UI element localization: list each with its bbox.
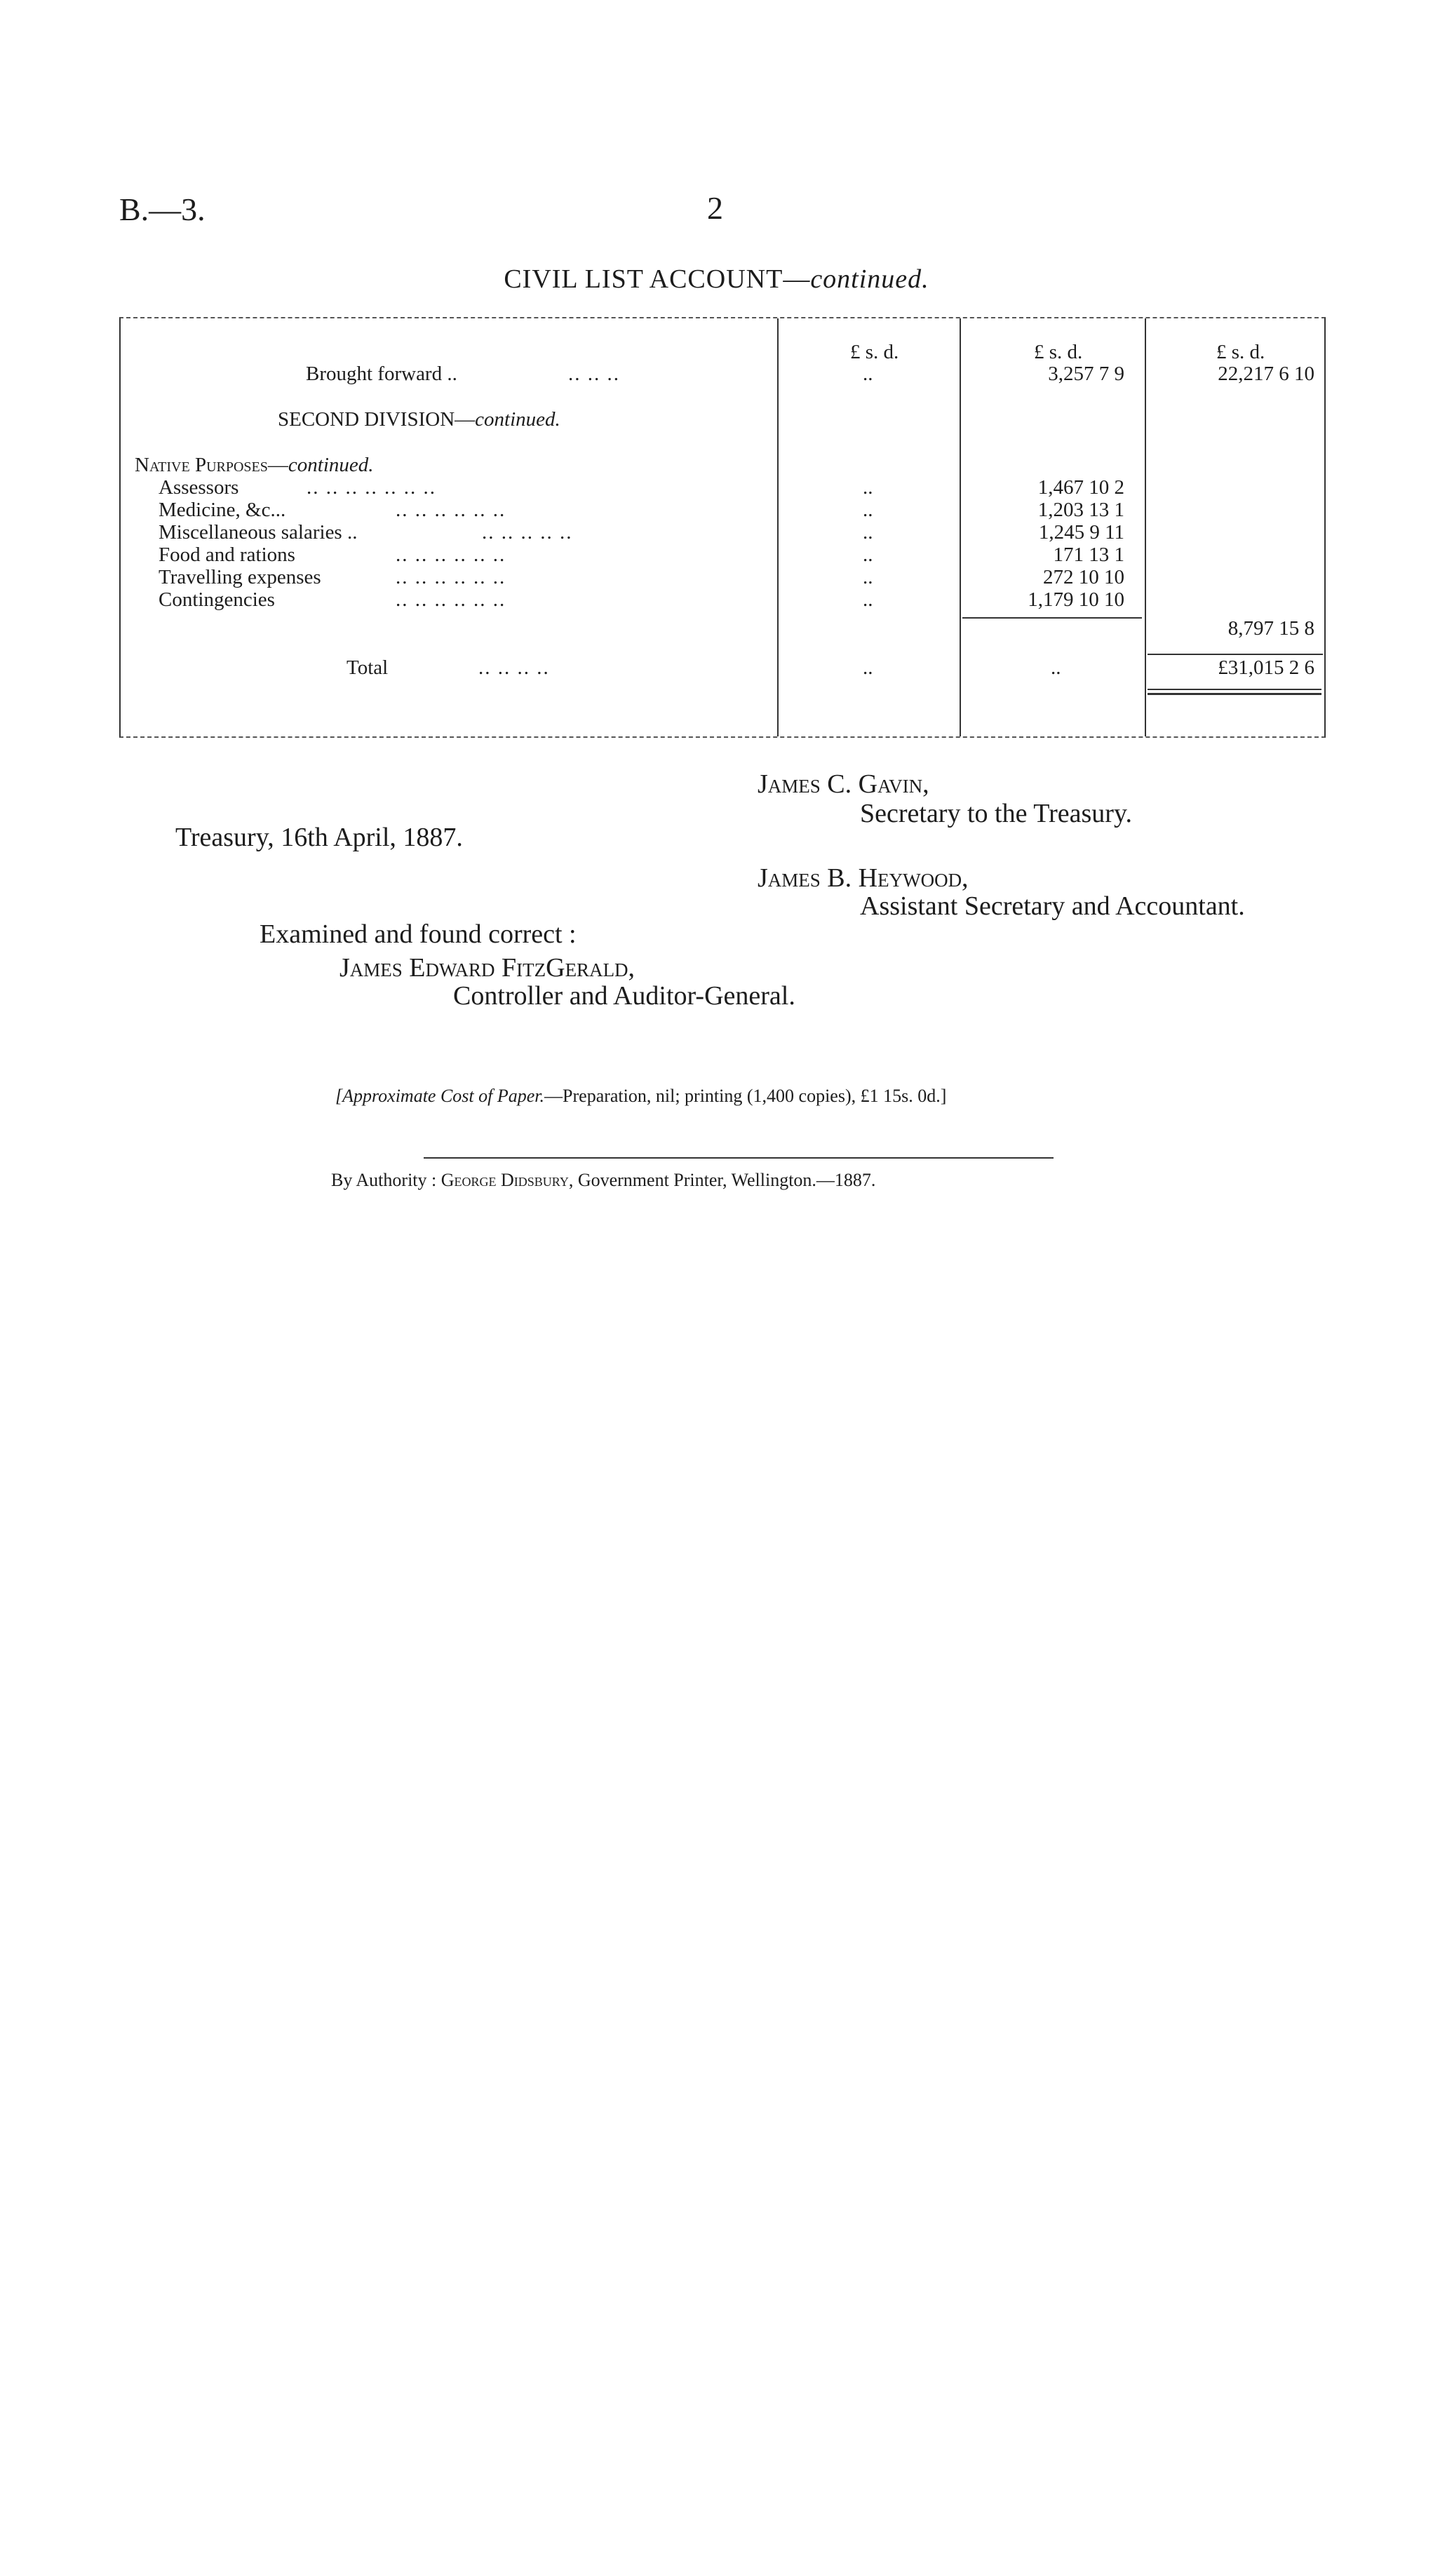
total-col1: .. [863,656,873,679]
item-dots: .. .. .. .. .. [482,521,573,544]
total-col2: .. [1051,656,1061,679]
item-amount: 1,203 13 1 [1037,499,1124,521]
item-label: Food and rations [159,544,295,566]
cost-note-italic: [Approximate Cost of Paper. [335,1086,545,1106]
native-purposes-italic: continued. [288,454,374,476]
title-main: CIVIL LIST ACCOUNT— [504,264,811,294]
footer-separator [424,1157,1054,1159]
second-division-label: SECOND DIVISION— [278,408,476,431]
page-number: 2 [707,190,723,226]
second-division-italic: continued. [475,408,560,431]
item-col1: .. [863,499,873,521]
column-divider-2 [960,318,961,736]
signatory-heywood-title: Assistant Secretary and Accountant. [860,891,1245,921]
item-dots: .. .. .. .. .. .. [396,544,506,566]
native-purposes-label: Native Purposes— [135,454,288,476]
authority-label: By Authority : [331,1170,437,1190]
item-amount: 171 13 1 [1053,544,1124,566]
cost-note [335,1086,946,1107]
item-dots: .. .. .. .. .. .. [396,566,506,588]
item-amount: 1,467 10 2 [1037,476,1124,499]
item-amount: 1,179 10 10 [1028,588,1124,611]
item-label: Travelling expenses [159,566,321,588]
examined-statement: Examined and found correct : [260,919,577,949]
col2-header: £ s. d. [1034,341,1083,363]
item-dots: .. .. .. .. .. .. [396,588,506,611]
brought-forward-col2: 3,257 7 9 [1048,363,1124,385]
cost-note-rest: —Preparation, nil; printing (1,400 copies), £1 15s. 0d.] [544,1086,947,1106]
second-division-heading [278,408,560,431]
signatory-fitzgerald-name: James Edward FitzGerald, [339,953,635,983]
signatory-heywood-name: James B. Heywood, [758,863,969,893]
subtotal-amount: 8,797 15 8 [1227,617,1314,640]
printer-rest: , Government Printer, Wellington.—1887. [568,1170,876,1190]
total-rule [1148,654,1323,655]
brought-forward-col3: 22,217 6 10 [1218,363,1314,385]
total-dots: .. .. .. .. [478,656,550,679]
treasury-date: Treasury, 16th April, 1887. [175,823,463,852]
item-col1: .. [863,544,873,566]
document-reference: B.—3. [119,191,206,227]
subtotal-rule [962,617,1142,619]
title-italic: continued. [810,264,929,294]
item-amount: 272 10 10 [1043,566,1124,588]
item-label: Miscellaneous salaries .. [159,521,358,544]
page-title [0,264,1433,295]
printer-name: George Didsbury [440,1170,569,1190]
signatory-gavin-name: James C. Gavin, [758,769,929,799]
item-dots: .. .. .. .. .. .. .. [307,476,436,499]
col1-header: £ s. d. [850,341,899,363]
signatory-gavin-title: Secretary to the Treasury. [860,799,1132,828]
item-col1: .. [863,566,873,588]
brought-forward-col1: .. [863,363,873,385]
column-divider-3 [1145,318,1146,736]
item-label: Medicine, &c... [159,499,286,521]
total-amount: £31,015 2 6 [1218,656,1314,679]
item-dots: .. .. .. .. .. .. [396,499,506,521]
total-label: Total [347,656,389,679]
item-col1: .. [863,476,873,499]
item-label: Contingencies [159,588,275,611]
brought-forward-dots: .. .. .. [568,363,620,385]
authority-line [331,1170,875,1191]
item-amount: 1,245 9 11 [1038,521,1124,544]
item-label: Assessors [159,476,239,499]
brought-forward-label: Brought forward .. [306,363,457,385]
item-col1: .. [863,588,873,611]
account-table [119,317,1326,738]
signatory-fitzgerald-title: Controller and Auditor-General. [453,981,795,1011]
item-col1: .. [863,521,873,544]
col3-header: £ s. d. [1216,341,1265,363]
total-double-rule [1148,689,1321,695]
column-divider-1 [777,318,779,736]
native-purposes-heading [135,454,374,477]
